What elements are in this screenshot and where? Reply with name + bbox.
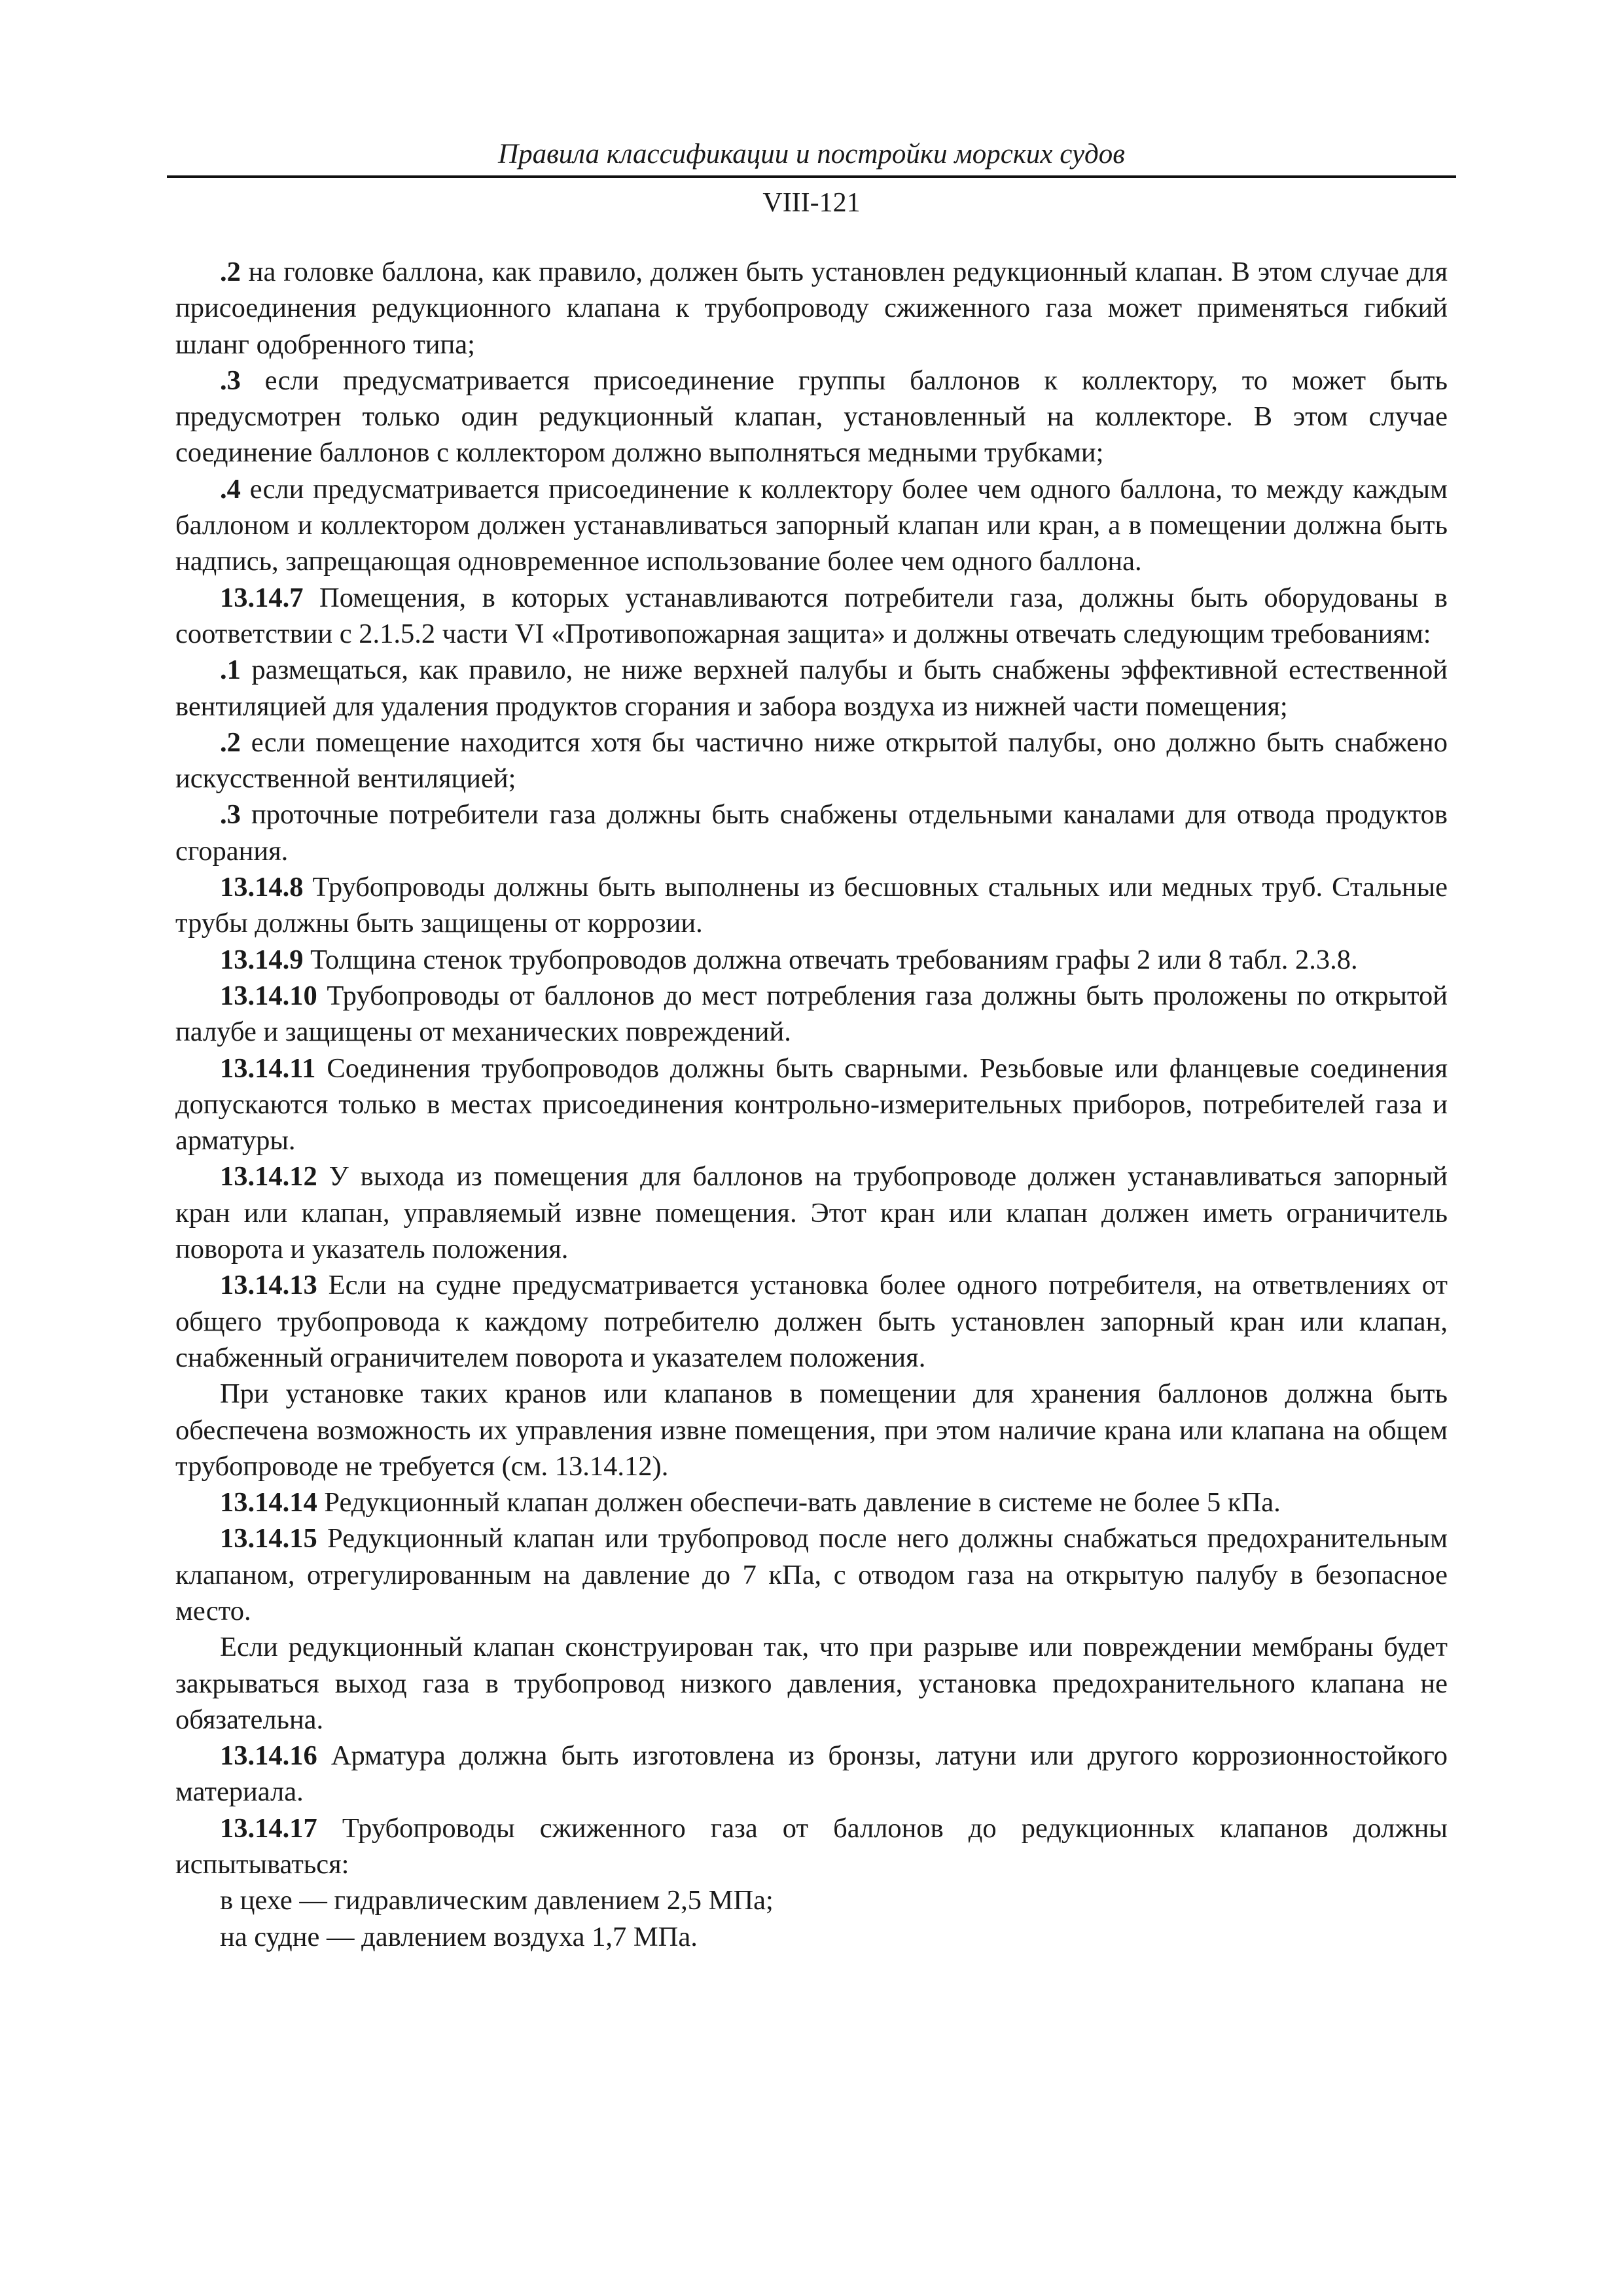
paragraph-text: Трубопроводы сжиженного газа от баллонов до редукционных клапанов должны испытываться: <box>175 1812 1448 1880</box>
header-divider <box>167 175 1456 178</box>
paragraph-text: У выхода из помещения для баллонов на трубопроводе должен устанавливаться запорный кран или клапан, управляемый извне помещения. Этот кран или клапан должен иметь ограничитель поворота и указатель положения. <box>175 1161 1448 1265</box>
paragraph-text: Трубопроводы от баллонов до мест потребления газа должны быть проложены по открытой палубе и защищены от механических повреждений. <box>175 980 1448 1048</box>
paragraph-text: Если на судне предусматривается установка более одного потребителя, на ответвлениях от общего трубопровода к каждому потребителю должен быть установлен запорный кран или клапан, снабженный ограничителем поворота и указателем положения. <box>175 1270 1448 1373</box>
paragraph-text: если предусматривается присоединение к коллектору более чем одного баллона, то между каждым баллоном и коллектором должен устанавливаться запорный клапан или кран, а в помещении должна быть надпись, запрещающая одновременное использование более чем одного баллона. <box>175 473 1448 577</box>
paragraph <box>175 1520 1448 1629</box>
paragraph-text: на судне — давлением воздуха 1,7 МПа. <box>220 1921 698 1952</box>
running-header-title: Правила классификации и постройки морских судов <box>498 139 1125 170</box>
clause-number: 13.14.8 <box>220 872 304 903</box>
paragraph-text: При установке таких кранов или клапанов в помещении для хранения баллонов должна быть обеспечена возможность их управления извне помещения, при этом наличие крана или клапана на общем трубопроводе не требуется (см. 13.14.12). <box>175 1378 1448 1482</box>
paragraph <box>175 1738 1448 1810</box>
clause-number: 13.14.13 <box>220 1270 317 1301</box>
paragraph <box>175 652 1448 725</box>
paragraph <box>175 725 1448 797</box>
paragraph-text: Толщина стенок трубопроводов должна отвечать требованиям графы 2 или 8 табл. 2.3.8. <box>303 944 1358 975</box>
paragraph <box>175 580 1448 653</box>
body-text <box>175 254 1448 1955</box>
paragraph-text: Если редукционный клапан сконструирован так, что при разрыве или повреждении мембраны будет закрываться выход газа в трубопровод низкого давления, установка предохранительного клапана не обязательна. <box>175 1632 1448 1735</box>
clause-number: .3 <box>220 365 241 396</box>
paragraph-text: Редукционный клапан должен обеспечи-вать давление в системе не более 5 кПа. <box>317 1487 1281 1518</box>
clause-number: 13.14.10 <box>220 980 317 1011</box>
paragraph <box>175 1050 1448 1159</box>
paragraph <box>175 1882 1448 1918</box>
paragraph-text: если предусматривается присоединение группы баллонов к коллектору, то может быть предусмотрен только один редукционный клапан, установленный на коллекторе. В этом случае соединение баллонов с коллектором должно выполняться медными трубками; <box>175 365 1448 469</box>
paragraph <box>175 1267 1448 1376</box>
paragraph-text: Соединения трубопроводов должны быть сварными. Резьбовые или фланцевые соединения допускаются только в местах присоединения контрольно-измерительных приборов, потребителей газа и арматуры. <box>175 1052 1448 1157</box>
paragraph <box>175 1629 1448 1738</box>
paragraph-text: проточные потребители газа должны быть снабжены отдельными каналами для отвода продуктов сгорания. <box>175 799 1448 867</box>
paragraph <box>175 978 1448 1050</box>
clause-number: 13.14.14 <box>220 1487 317 1518</box>
clause-number: 13.14.12 <box>220 1161 317 1193</box>
clause-number: 13.14.11 <box>220 1052 316 1084</box>
paragraph <box>175 1919 1448 1955</box>
paragraph <box>175 1484 1448 1520</box>
clause-number: .1 <box>220 655 241 686</box>
paragraph <box>175 1158 1448 1267</box>
paragraph <box>175 363 1448 471</box>
paragraph-text: если помещение находится хотя бы частично ниже открытой палубы, оно должно быть снабжено искусственной вентиляцией; <box>175 726 1448 795</box>
clause-number: 13.14.15 <box>220 1523 317 1554</box>
clause-number: 13.14.16 <box>220 1740 317 1772</box>
paragraph-text: Редукционный клапан или трубопровод после него должны снабжаться предохранительным клапаном, отрегулированным на давление до 7 кПа, с отводом газа на открытую палубу в безопасное место. <box>175 1523 1448 1626</box>
clause-number: .2 <box>220 257 241 287</box>
paragraph <box>175 869 1448 942</box>
paragraph <box>175 254 1448 363</box>
paragraph <box>175 1376 1448 1484</box>
paragraph-text: Трубопроводы должны быть выполнены из бесшовных стальных или медных труб. Стальные трубы должны быть защищены от коррозии. <box>175 872 1448 939</box>
paragraph-text: в цехе — гидравлическим давлением 2,5 МПа; <box>220 1885 774 1916</box>
paragraph-text: Арматура должна быть изготовлена из бронзы, латуни или другого коррозионностойкого материала. <box>175 1740 1448 1808</box>
clause-number: .4 <box>220 473 241 505</box>
page-number: VIII-121 <box>762 188 861 218</box>
paragraph-text: на головке баллона, как правило, должен быть установлен редукционный клапан. В этом случае для присоединения редукционного клапана к трубопроводу сжиженного газа может применяться гибкий шланг одобренного типа; <box>175 257 1448 360</box>
paragraph <box>175 797 1448 869</box>
paragraph <box>175 1810 1448 1883</box>
clause-number: 13.14.9 <box>220 944 304 975</box>
paragraph-text: Помещения, в которых устанавливаются потребители газа, должны быть оборудованы в соответствии с 2.1.5.2 части VI «Противопожарная защита» и должны отвечать следующим требованиям: <box>175 582 1448 649</box>
clause-number: .2 <box>220 726 241 758</box>
clause-number: 13.14.17 <box>220 1812 317 1844</box>
clause-number: 13.14.7 <box>220 582 304 613</box>
paragraph <box>175 471 1448 580</box>
paragraph-text: размещаться, как правило, не ниже верхней палубы и быть снабжены эффективной естественной вентиляцией для удаления продуктов сгорания и забора воздуха из нижней части помещения; <box>175 655 1448 722</box>
paragraph <box>175 942 1448 978</box>
clause-number: .3 <box>220 799 241 831</box>
